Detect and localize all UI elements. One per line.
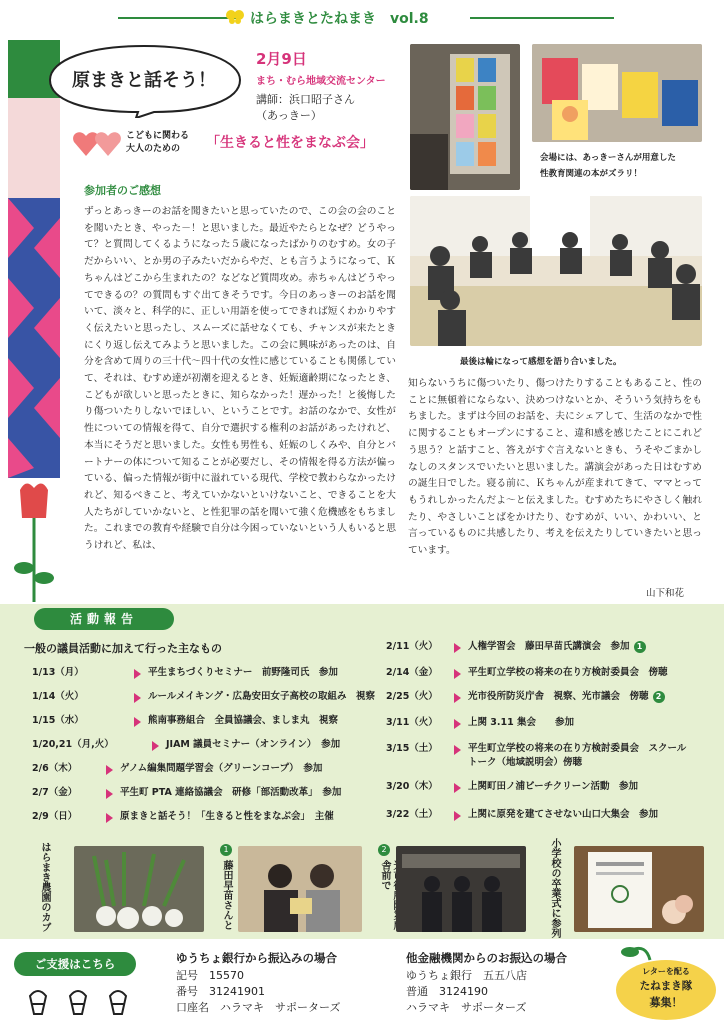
support-badge: ご支援はこちら <box>14 952 136 976</box>
impressions-heading: 参加者のご感想 <box>84 184 161 197</box>
event-date: 2月9日 <box>256 50 307 68</box>
farm-label: はらまき農園のカブ <box>39 842 50 932</box>
hearts-icon <box>72 128 124 158</box>
newsletter-title: はらまきとたねまき vol.8 <box>250 11 429 27</box>
decorative-strip <box>8 40 60 602</box>
event-sub1: こどもに関わる <box>126 131 190 141</box>
other-bank-line: 普通 3124190 <box>406 985 488 998</box>
envelope-icons <box>28 984 128 1018</box>
photo-number-badge: 2 <box>378 844 390 856</box>
butterfly-icon <box>226 9 244 25</box>
activity-badge: 活動報告 <box>34 608 174 630</box>
circle-discussion-photo <box>410 196 702 346</box>
books-photo-1 <box>410 44 520 190</box>
header-rule-left <box>118 17 242 19</box>
yucho-line: 番号 31241901 <box>176 985 265 998</box>
photo3-label: 小学校の卒業式に参列 <box>549 838 560 938</box>
speech-title: 原まきと話そう！ <box>72 70 216 91</box>
yucho-line: 記号 15570 <box>176 969 244 982</box>
other-bank-title: 他金融機関からのお振込の場合 <box>406 951 567 965</box>
activity-row-cont: トーク（地域説明会）傍聴 <box>468 757 583 768</box>
impressions-text-left: ずっとあっきーのお話を聞きたいと思っていたので、この会の会のことを聞いたとき、やった－！と思いました。最近やたらとなぜ？どうやって？と質問してくるようになった５歳になったばかりのむすめ。女の子だからいい、とか男の子みたいだからやだ、とも言うようになって、Ｋちゃんはどこから生まれたの？などなど質問攻め。赤ちゃんはどうやってできるの？の質問もすぐ出てきそうです。今日のあっきーのお話を聞いて、淡々と、科学的に、正しい用語を使ってできれば短くわかりやすく伝えたいと思ったし、スムーズに話せなくても、チャンスが来たときにくり返し伝えてみようと思いました。この会に興味があったのは、自分を含めて周りの三十代～四十代の女性に感じていることも関係していて、それは、むすめ達が初潮を迎えるとき、妊娠適齢期になったとき、こどもが欲しいと思ったときに、知らなかった！遅かった！と後悔したり傷ついたりしないでほしい、ということです。お話のなかで、女性が性についての情報を得て、自分で選択する権利のお話があったけれど、本当にそうだと思いました。女性も男性も、妊娠のしくみや、自分とパートナーの体について知ることが必要だし、その情報を得る方法が偏っている、偏った情報が街中に溢れている現代、学校で教わらなかったけれど、知るべきこと、考えていかないといけないこと、できることを大人たちがしていかないと、と性犯罪の話を聞いて強く危機感をもちました。これまでの教育や経験で自分は今困っていないという人もいると思うけれど、私は、 <box>84 206 396 552</box>
event-venue: まち・むら地域交流センター <box>256 76 386 87</box>
header-rule-right <box>470 17 614 19</box>
recruit-line2: たねまき隊 <box>639 980 693 992</box>
event-main-title: 「生きると性をまなぶ会」 <box>206 135 374 151</box>
photo2-caption: 最後は輪になって感想を語り合いました。 <box>460 357 622 367</box>
event-lecturer: 講師：浜口昭子さん <box>256 93 355 106</box>
photo2-label: 舎前で <box>379 860 390 890</box>
photo1-caption: 会場には、あっきーさんが用意した 性教育関連の本がズラリ！ <box>540 153 676 179</box>
turnip-photo <box>74 846 204 932</box>
graduation-photo <box>574 846 704 932</box>
other-bank-line: ゆうちょ銀行 五五八店 <box>406 969 527 982</box>
event-lecturer-nick: （あっきー） <box>256 109 322 122</box>
impressions-author: 山下和花 <box>646 588 685 599</box>
photo-number-badge: 2 <box>653 691 665 703</box>
photo-number-badge: 1 <box>634 641 646 653</box>
disaster-building-photo <box>396 846 526 932</box>
event-sub2: 大人のための <box>126 144 181 154</box>
photo-number-badge: 1 <box>220 844 232 856</box>
books-photo-2 <box>532 44 702 142</box>
other-bank-line: ハラマキ サポーターズ <box>406 1001 527 1014</box>
activity-heading: 一般の議員活動に加えて行った主なもの <box>24 642 222 655</box>
recruit-line3: 募集！ <box>649 996 683 1009</box>
yucho-title: ゆうちょ銀行から振込みの場合 <box>176 951 337 965</box>
recruit-line1: レターを配る <box>642 967 690 976</box>
photo1-label: 藤田早苗さんと <box>221 860 232 930</box>
impressions-text-right: 知らないうちに傷ついたり、傷つけたりすることもあること、性のことに無頓着にならない、決めつけないとか、そういう気持ちをもちました。まずは今回のお話を、夫にシェアして、生活のなかで性に関することもオープンにすること、違和感を感じたことにこれどう思う？と話すこと、答えがすぐ言えないときも、うそやごまかしなしのスタンスでいたいと思いました。講演会があった日はむすめの誕生日でした。寝る前に、Ｋちゃんが産まれてきて、ママとってもうれしかったんだよ～と伝えました。むすめたちにやさしく触れたり、やさしいことばをかけたり、むすめが、いい、かわいい、と言っているものに共感したり、考えを伝えたりしていきたいと思っています。 <box>408 378 702 557</box>
fujita-photo <box>238 846 362 932</box>
yucho-line: 口座名 ハラマキ サポーターズ <box>176 1001 341 1014</box>
